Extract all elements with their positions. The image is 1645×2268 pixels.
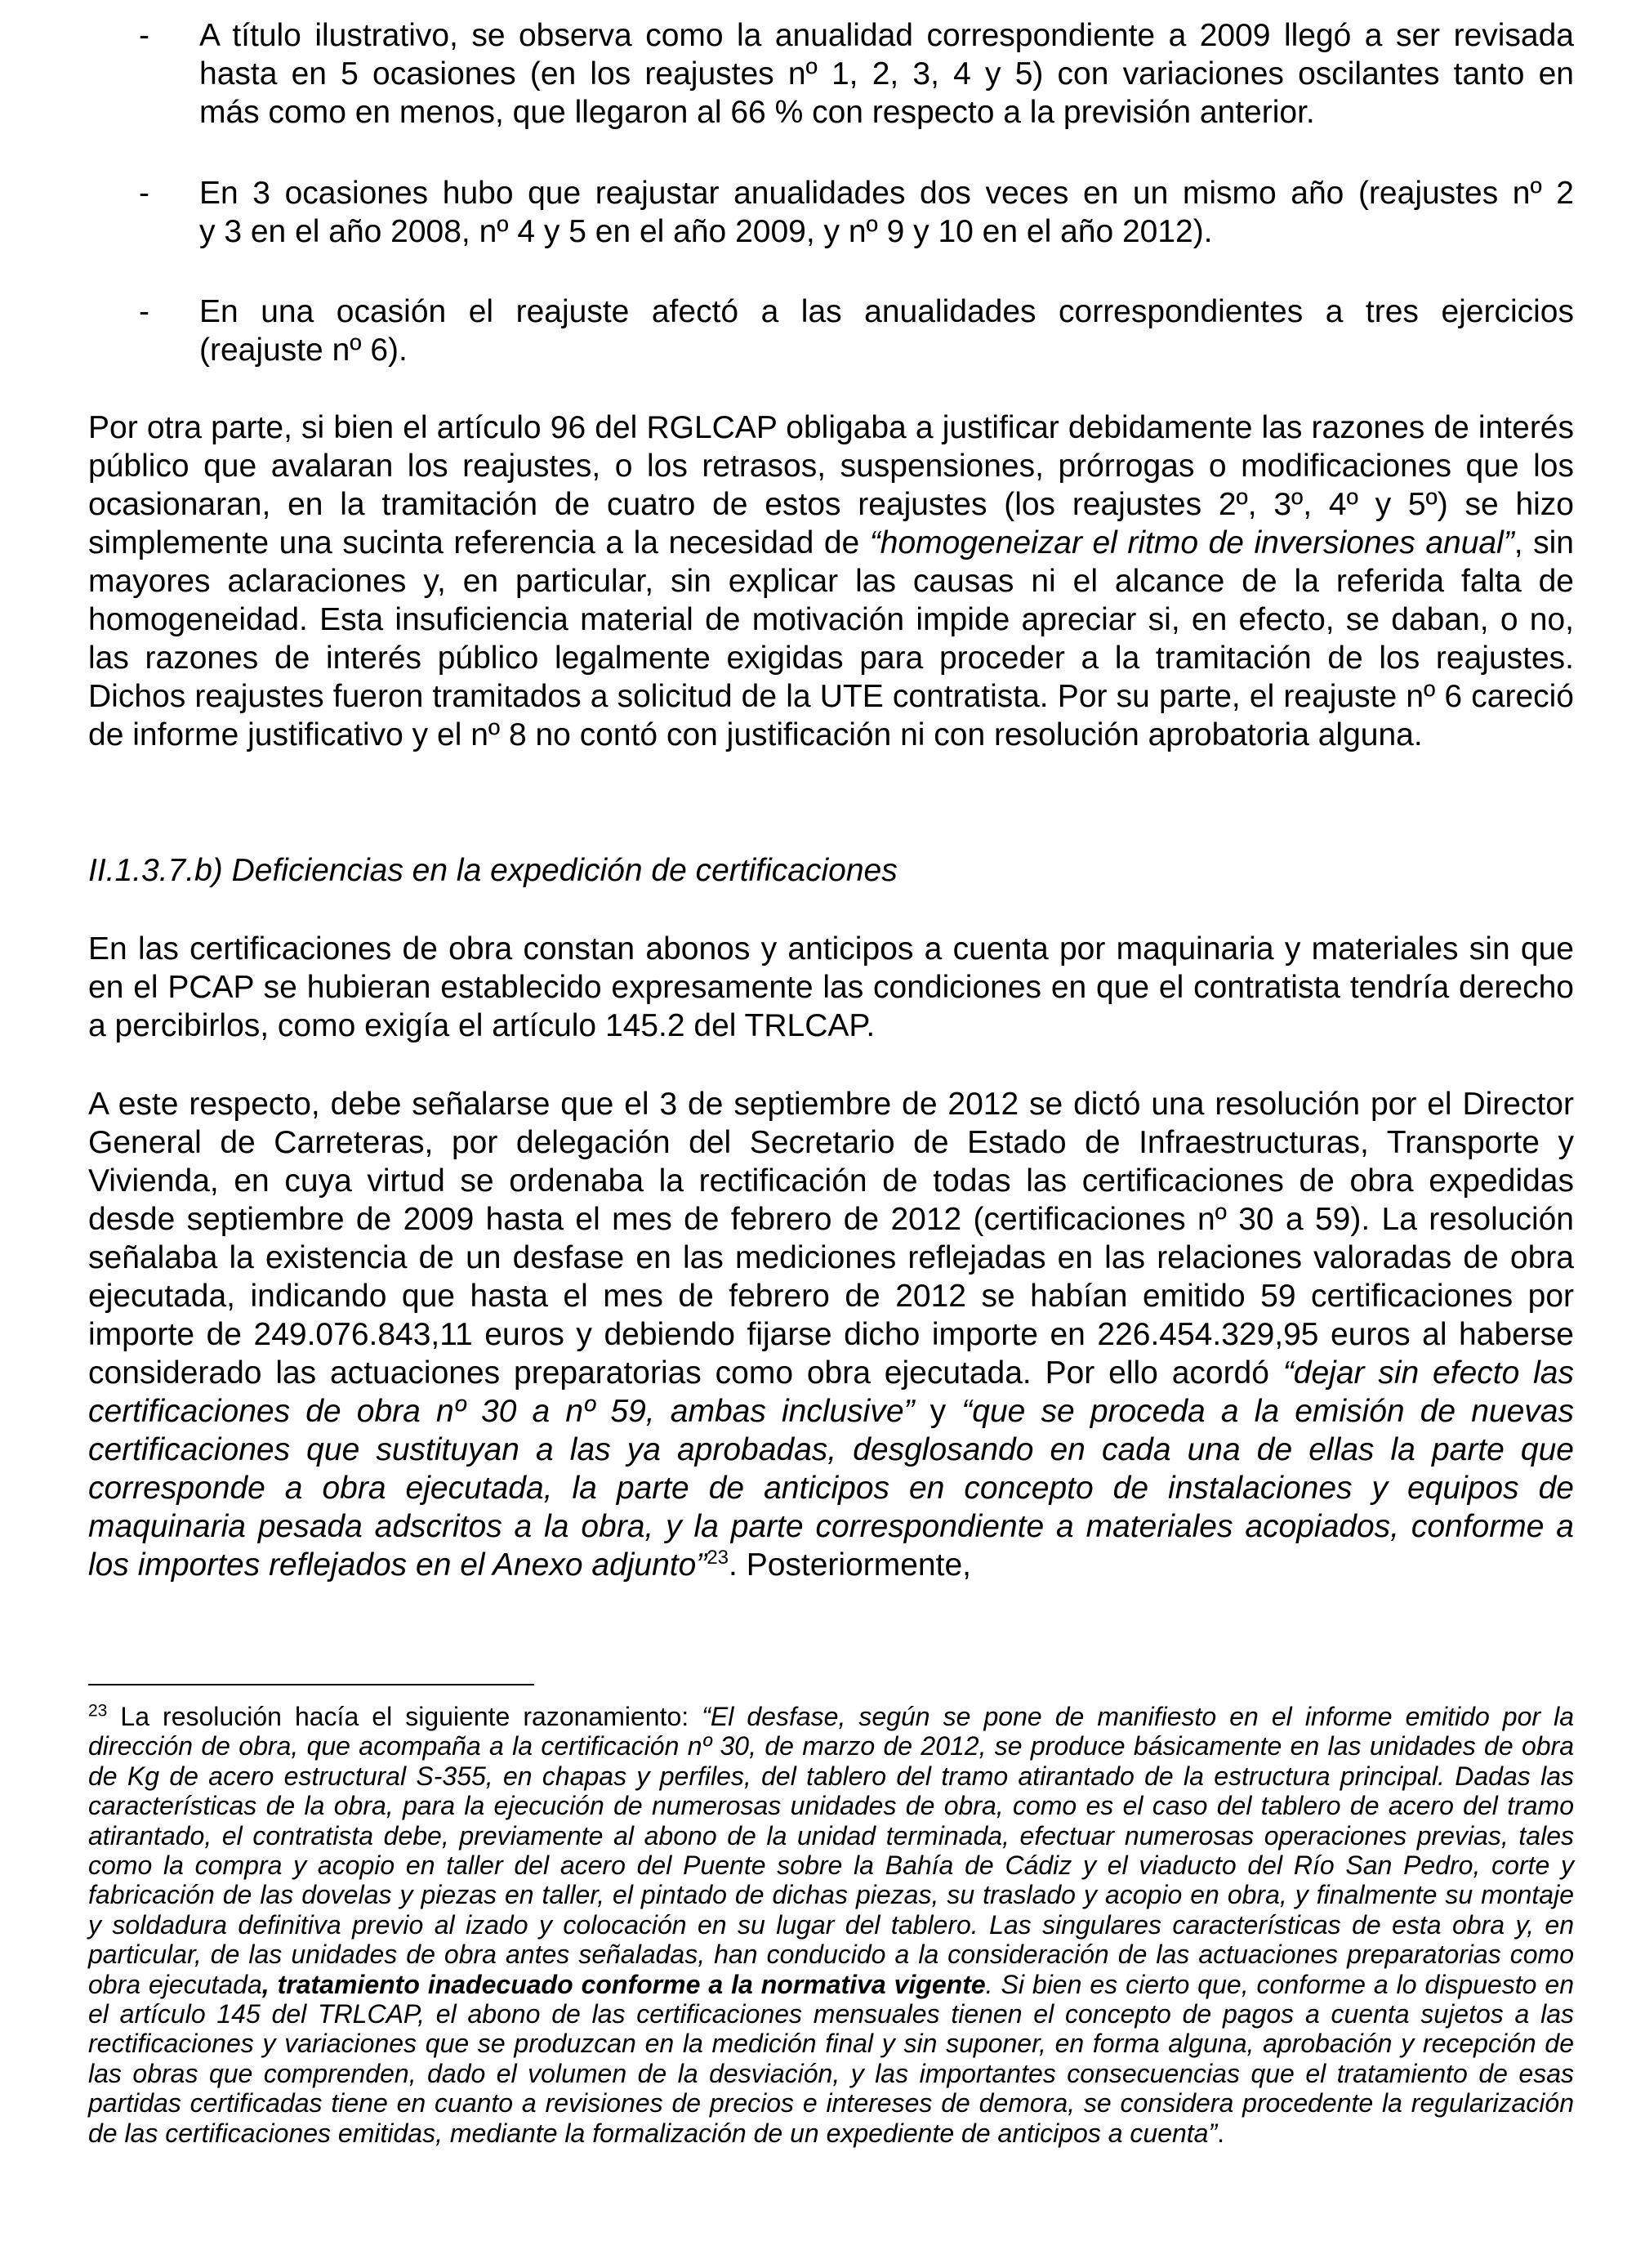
bullet-dash: -	[139, 294, 149, 329]
footnote-text: .	[1217, 2118, 1225, 2148]
quoted-text: “dejar sin efecto las certificaciones de obra nº 30 a nº 59, ambas inclusive”	[88, 1355, 1574, 1429]
footnote-quote: “El desfase, según se pone de manifiesto en el informe emitido por la dirección de obra, que acompaña a la certificación nº 30, de marzo de 2012, se produce básicamente en las unidades de obra de Kg de acero estructural S-355, en chapas y perfiles, del tablero del tramo atirantado de la estructura principal. Dadas las características de la obra, para la ejecución de numerosas unidades de obra, como es el caso del tablero de acero del tramo atirantado, el contratista debe, previamente al abono de la unidad terminada, efectuar numerosas operaciones previas, tales como la compra y acopio en taller del acero del Puente sobre la Bahía de Cádiz y el viaducto del Río San Pedro, corte y fabricación de las dovelas y piezas en taller, el pintado de dichas piezas, su traslado y acopio en obra, y finalmente su montaje y soldadura definitiva previo al izado y colocación en su lugar del tablero. Las singulares características de esta obra y, en particular, de las unidades de obra antes señaladas, han conducido a la consideración de las actuaciones preparatorias como obra ejecutada	[88, 1702, 1575, 1999]
footnote-bold-text: , tratamiento inadecuado conforme a la normativa vigente	[261, 1969, 986, 1999]
paragraph-reajustes	[88, 409, 1574, 754]
text-line: A título ilustrativo, se observa como la anualidad correspondiente a 2009 llegó a ser revisada	[199, 18, 1574, 53]
bullet-dash: -	[139, 176, 149, 211]
paragraph-text: A este respecto, debe señalarse que el 3 de septiembre de 2012 se dictó una resolución por el Director General de Carreteras, por delegación del Secretario de Estado de Infraestructuras, Transporte y Vivienda, en cuya virtud se ordenaba la rectificación de todas las certificaciones de obra expedidas desde septiembre de 2009 hasta el mes de febrero de 2012 (certificaciones nº 30 a 59). La resolución señalaba la existencia de un desfase en las mediciones reflejadas en las relaciones valoradas de obra ejecutada, indicando que hasta el mes de febrero de 2012 se habían emitido 59 certificaciones por importe de 249.076.843,11 euros y debiendo fijarse dicho importe en 226.454.329,95 euros al haberse considerado las actuaciones preparatorias como obra ejecutada. Por ello acordó	[88, 1087, 1574, 1391]
bullet-text	[199, 16, 1574, 132]
footnote-separator	[88, 1684, 534, 1685]
text-line: En una ocasión el reajuste afectó a las anualidades correspondientes a tres ejercicios	[199, 294, 1574, 329]
quoted-text: “que se proceda a la emisión de nuevas certificaciones que sustituyan a las ya aprobadas, desglosando en cada una de ellas la parte que corresponde a obra ejecutada, la parte de anticipos en concepto de instalaciones y equipos de maquinaria pesada adscritos a la obra, y la parte correspondiente a materiales acopiados, conforme a los importes reflejados en el Anexo adjunto”	[88, 1394, 1574, 1583]
text-line: hasta en 5 ocasiones (en los reajustes nº 1, 2, 3, 4 y 5) con variaciones oscilantes tanto en	[199, 56, 1574, 92]
text-line: En 3 ocasiones hubo que reajustar anualidades dos veces en un mismo año (reajustes nº 2	[199, 176, 1574, 211]
bullet-text	[199, 174, 1574, 251]
footnote-reference[interactable]: 23	[707, 1547, 729, 1569]
paragraph-text: . Posteriormente,	[729, 1547, 971, 1583]
bullet-text	[199, 292, 1574, 369]
paragraph-certificaciones: En las certificaciones de obra constan abonos y anticipos a cuenta por maquinaria y materiales sin que en el PCAP se hubieran establecido expresamente las condiciones en que el contratista tendría derecho a percibirlos, como exigía el artículo 145.2 del TRLCAP.	[88, 931, 1574, 1043]
text-line: (reajuste nº 6).	[199, 333, 408, 368]
paragraph-text: y	[914, 1394, 962, 1429]
section-heading: II.1.3.7.b) Deficiencias en la expedición de certificaciones	[88, 853, 898, 888]
paragraph-text: Por otra parte, si bien el artículo 96 del RGLCAP obligaba a justificar debidamente las razones de interés público que avalaran los reajustes, o los retrasos, suspensiones, prórrogas o modificaciones que los ocasionaran, en la tramitación de cuatro de estos reajustes (los reajustes 2º, 3º, 4º y 5º) se hizo simplemente una sucinta referencia a la necesidad de	[88, 410, 1574, 560]
bullet-dash: -	[139, 18, 149, 53]
footnote-quote: . Si bien es cierto que, conforme a lo dispuesto en el artículo 145 del TRLCAP, el abono de las certificaciones mensuales tienen el concepto de pagos a cuenta sujetos a las rectificaciones y variaciones que se produzcan en la medición final y sin suponer, en forma alguna, aprobación y recepción de las obras que comprenden, dado el volumen de la desviación, y las importantes consecuencias que el tratamiento de esas partidas certificadas tiene en cuanto a revisiones de precios e intereses de demora, se considera procedente la regularización de las certificaciones emitidas, mediante la formalización de un expediente de anticipos a cuenta”	[88, 1969, 1575, 2148]
text-line: más como en menos, que llegaron al 66 % con respecto a la previsión anterior.	[199, 95, 1315, 130]
paragraph-text: , sin mayores aclaraciones y, en particular, sin explicar las causas ni el alcance de la referida falta de homogeneidad. Esta insuficiencia material de motivación impide apreciar si, en efecto, se daban, o no, las razones de interés público legalmente exigidas para proceder a la tramitación de los reajustes. Dichos reajustes fueron tramitados a solicitud de la UTE contratista. Por su parte, el reajuste nº 6 careció de informe justificativo y el nº 8 no contó con justificación ni con resolución aprobatoria alguna.	[88, 525, 1574, 752]
quoted-text: “homogeneizar el ritmo de inversiones anual”	[869, 525, 1514, 560]
footnote-number: 23	[88, 1701, 108, 1721]
paragraph-resolucion	[88, 1085, 1574, 1584]
footnote-text: La resolución hacía el siguiente razonamiento:	[107, 1702, 702, 1731]
text-line: y 3 en el año 2008, nº 4 y 5 en el año 2009, y nº 9 y 10 en el año 2012).	[199, 214, 1213, 249]
footnote	[88, 1702, 1574, 2148]
